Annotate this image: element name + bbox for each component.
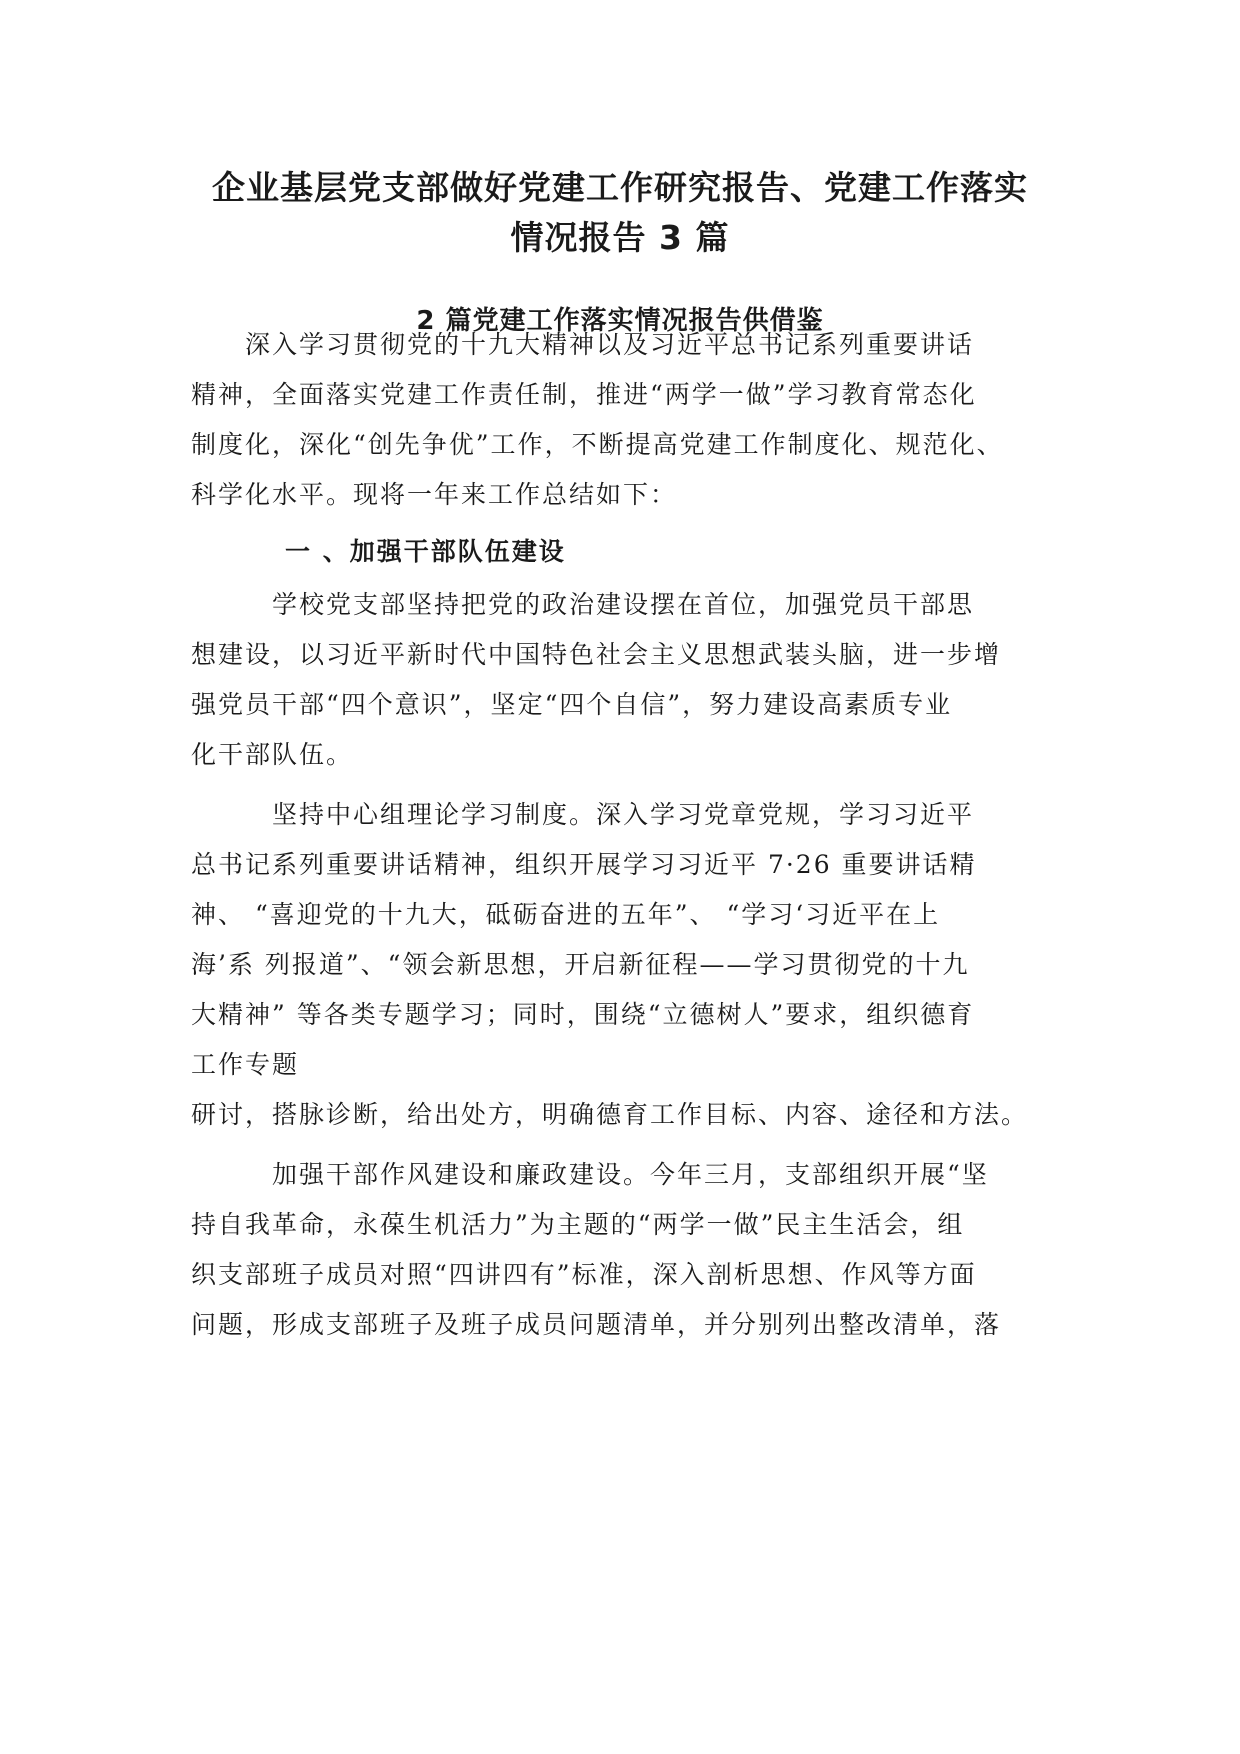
paragraph-line: 想建设，以习近平新时代中国特色社会主义思想武装头脑，进一步增 bbox=[191, 640, 1002, 669]
paragraph-line: 海’系 列报道”、“领会新思想，开启新征程——学习贯彻党的十九 bbox=[191, 950, 970, 979]
paragraph-line: 学校党支部坚持把党的政治建设摆在首位，加强党员干部思 bbox=[191, 590, 975, 619]
paragraph-line: 工作专题 bbox=[191, 1050, 300, 1079]
document-title-line-1: 企业基层党支部做好党建工作研究报告、党建工作落实 bbox=[212, 168, 1028, 207]
paragraph-line: 总书记系列重要讲话精神，组织开展学习习近平 7·26 重要讲话精 bbox=[191, 850, 977, 879]
paragraph-line: 持自我革命，永葆生机活力”为主题的“两学一做”民主生活会，组 bbox=[191, 1210, 965, 1239]
paragraph-line: 研讨，搭脉诊断，给出处方，明确德育工作目标、内容、途径和方法。 bbox=[191, 1100, 1029, 1129]
paragraph-line: 强党员干部“四个意识”，坚定“四个自信”，努力建设高素质专业 bbox=[191, 690, 953, 719]
paragraph-line: 化干部队伍。 bbox=[191, 740, 354, 769]
paragraph-line: 深入学习贯彻党的十九大精神以及习近平总书记系列重要讲话 bbox=[191, 330, 975, 359]
paragraph-line: 大精神” 等各类专题学习；同时，围绕“立德树人”要求，组织德育 bbox=[191, 1000, 975, 1029]
paragraph-line: 制度化，深化“创先争优”工作，不断提高党建工作制度化、规范化、 bbox=[191, 430, 1004, 459]
paragraph-line: 问题，形成支部班子及班子成员问题清单，并分别列出整改清单，落 bbox=[191, 1310, 1002, 1339]
section-heading: 一 、加强干部队伍建设 bbox=[285, 537, 566, 566]
paragraph-line: 科学化水平。现将一年来工作总结如下： bbox=[191, 480, 678, 509]
paragraph-line: 织支部班子成员对照“四讲四有”标准，深入剖析思想、作风等方面 bbox=[191, 1260, 977, 1289]
paragraph-line: 坚持中心组理论学习制度。深入学习党章党规，学习习近平 bbox=[191, 800, 975, 829]
document-subtitle: 2 篇党建工作落实情况报告供借鉴 bbox=[416, 306, 824, 336]
paragraph-line: 精神，全面落实党建工作责任制，推进“两学一做”学习教育常态化 bbox=[191, 380, 977, 409]
paragraph-line: 神、 “喜迎党的十九大，砥砺奋进的五年”、 “学习‘习近平在上 bbox=[191, 900, 941, 929]
paragraph-line: 加强干部作风建设和廉政建设。今年三月，支部组织开展“坚 bbox=[191, 1160, 989, 1189]
document-title-line-2: 情况报告 3 篇 bbox=[510, 218, 730, 257]
